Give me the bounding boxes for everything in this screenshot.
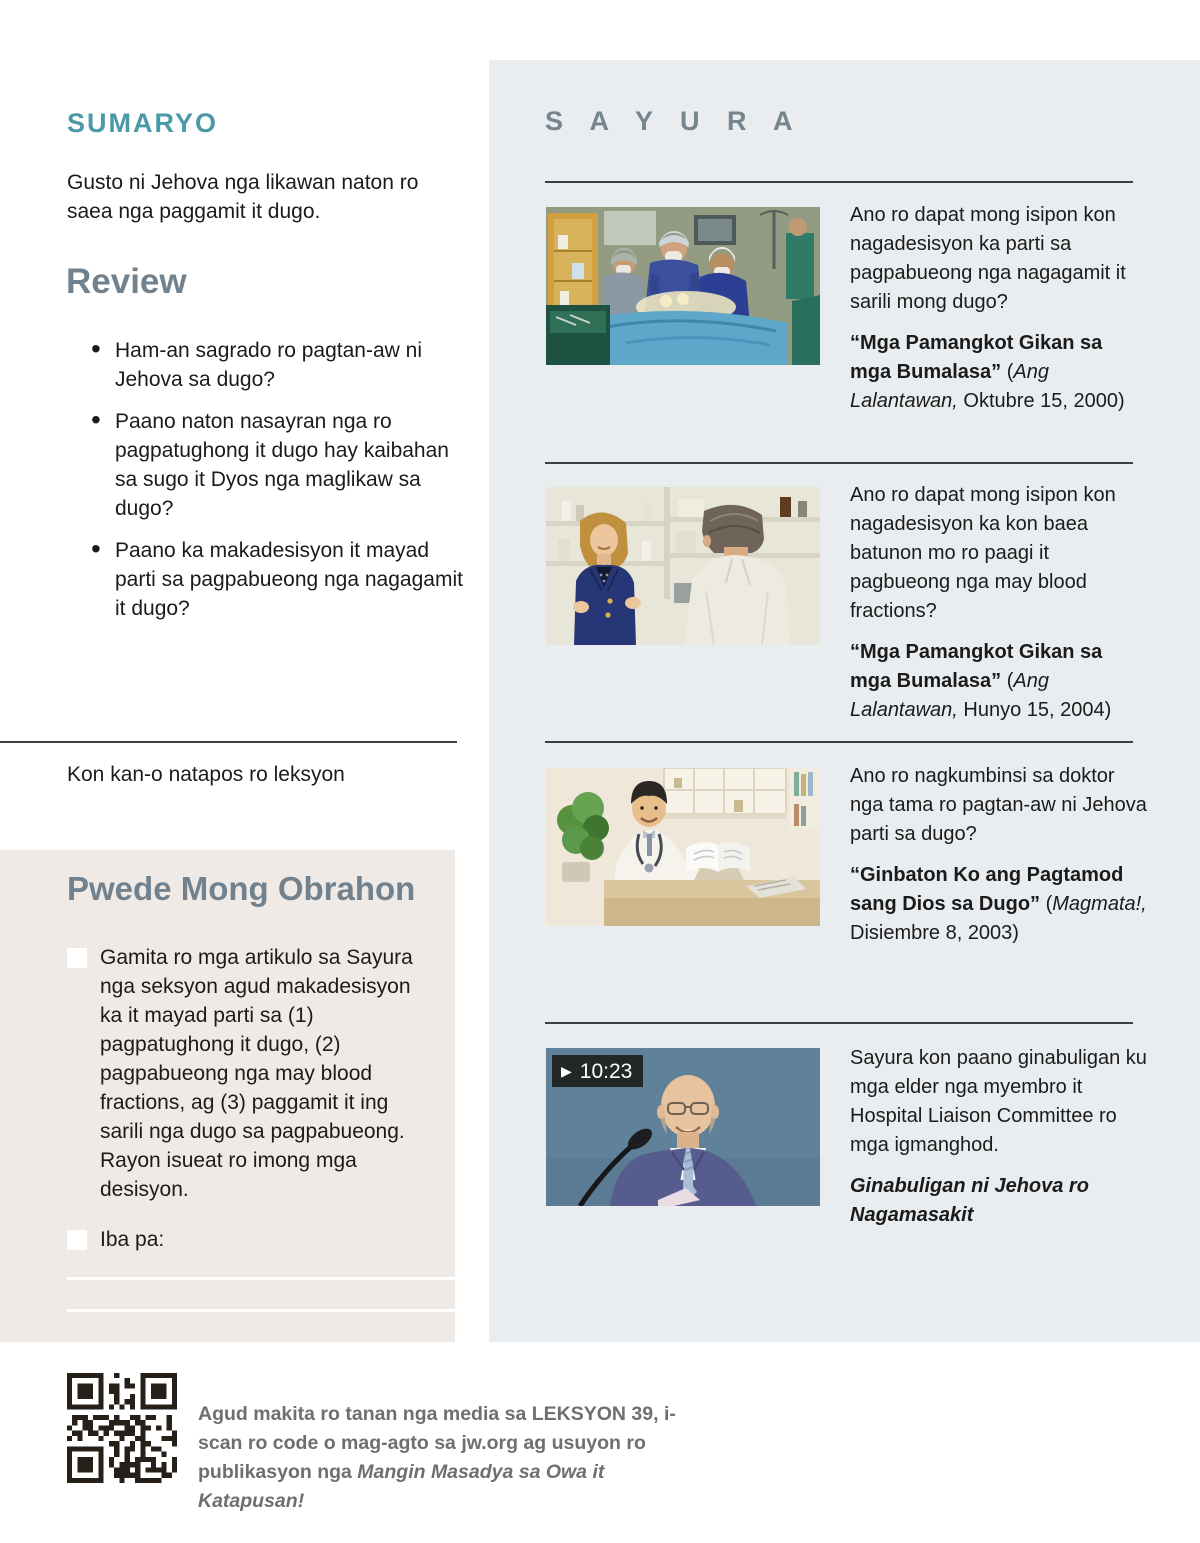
video-speaker-thumbnail[interactable] (546, 1048, 820, 1206)
todo-box (0, 850, 455, 1342)
reference-date: Hunyo 15, 2004) (957, 699, 1112, 721)
qr-code-image (67, 1373, 177, 1483)
todo-item-text: Gamita ro mga artikulo sa Sayura nga seksyon agud makadesisyon ka it mayad parti sa (1) pagpatughong it dugo, (2) pagpabueong nga may blood fractions, ag (3) paggamit it ing sarili nga dugo sa pagpabueong. Rayon isueat ro imong mga desisyon. (100, 946, 413, 1201)
review-bullet: • Ham-an sagrado ro pagtan-aw ni Jehova sa dugo? (67, 336, 469, 394)
entry-reference (850, 638, 1148, 725)
magazine-name: Magmata!, (1052, 893, 1147, 915)
entry-question: Ano ro dapat mong isipon kon nagadesisyon ka parti sa pagpabueong nga nagagamit it sarili mong dugo? (850, 204, 1126, 313)
entry-question: Ano ro dapat mong isipon kon nagadesisyon ka kon baea batunon mo ro paagi it pagbueong nga may blood fractions? (850, 484, 1116, 622)
entry-reference (850, 861, 1148, 948)
entry-divider (545, 1022, 1133, 1024)
video-title: Ginabuligan ni Jehova ro Nagamasakit (850, 1175, 1089, 1226)
summary-text: Gusto ni Jehova nga likawan naton ro saea nga paggamit it dugo. (67, 171, 419, 223)
video-duration: 10:23 (579, 1059, 633, 1083)
reference-title: “Mga Pamangkot Gikan sa mga Bumalasa” (850, 332, 1103, 383)
reference-open: ( (1001, 670, 1014, 692)
entry-text (850, 201, 1148, 428)
entry-divider (545, 181, 1133, 183)
review-bullet: • Paano ka makadesisyon it mayad parti sa pagpabueong nga nagagamit it dugo? (67, 536, 469, 623)
magazine-name: Ang Lalantawan, (850, 670, 1049, 721)
reference-open: ( (1040, 893, 1053, 915)
todo-checkbox[interactable] (67, 1230, 87, 1250)
entry-question: Ano ro nagkumbinsi sa doktor nga tama ro pagtan-aw ni Jehova parti sa dugo? (850, 765, 1147, 845)
todo-item-text: Iba pa: (100, 1228, 165, 1251)
entry-text (850, 762, 1148, 960)
smiling-doctor-at-desk-photo (546, 768, 820, 926)
todo-heading: Pwede Mong Obrahon (67, 870, 416, 907)
qr-caption (198, 1400, 698, 1516)
left-section-divider (0, 741, 457, 743)
reference-title: “Mga Pamangkot Gikan sa mga Bumalasa” (850, 641, 1103, 692)
reference-date: Disiembre 8, 2003) (850, 922, 1019, 944)
write-line (67, 1277, 455, 1280)
reference-open: ( (1001, 361, 1014, 383)
qr-code (67, 1373, 177, 1483)
sayura-heading: S A Y U R A (545, 106, 803, 136)
operating-room-photo (546, 207, 820, 365)
review-heading: Review (66, 262, 187, 301)
write-line (67, 1309, 455, 1312)
patient-doctor-consultation-photo (546, 487, 820, 645)
reference-date: Oktubre 15, 2000) (957, 390, 1125, 412)
when-finished-label: Kon kan-o natapos ro leksyon (67, 763, 345, 786)
todo-checkbox[interactable] (67, 948, 87, 968)
publication-title: Mangin Masadya sa Owa it Katapusan! (198, 1461, 605, 1512)
magazine-name: Ang Lalantawan, (850, 361, 1049, 412)
video-duration-badge[interactable] (552, 1055, 643, 1087)
play-icon: ▶ (561, 1063, 572, 1079)
entry-text (850, 481, 1148, 737)
review-bullet: • Paano naton nasayran nga ro pagpatughong it dugo hay kaibahan sa sugo it Dyos nga maglikaw sa dugo? (67, 407, 469, 523)
summary-heading: SUMARYO (67, 108, 219, 138)
sayura-section (489, 60, 1200, 1342)
qr-caption-text: Agud makita ro tanan nga media sa LEKSYON 39, i-scan ro code o mag-agto sa jw.org ag usuyon ro publikasyon nga (198, 1403, 676, 1483)
entry-divider (545, 741, 1133, 743)
entry-description: Sayura kon paano ginabuligan ku mga elder nga myembro it Hospital Liaison Committee ro mga igmanghod. (850, 1047, 1147, 1156)
reference-title: “Ginbaton Ko ang Pagtamod sang Dios sa Dugo” (850, 864, 1124, 915)
entry-divider (545, 462, 1133, 464)
entry-reference (850, 329, 1148, 416)
review-list (67, 336, 469, 636)
entry-text (850, 1044, 1148, 1242)
